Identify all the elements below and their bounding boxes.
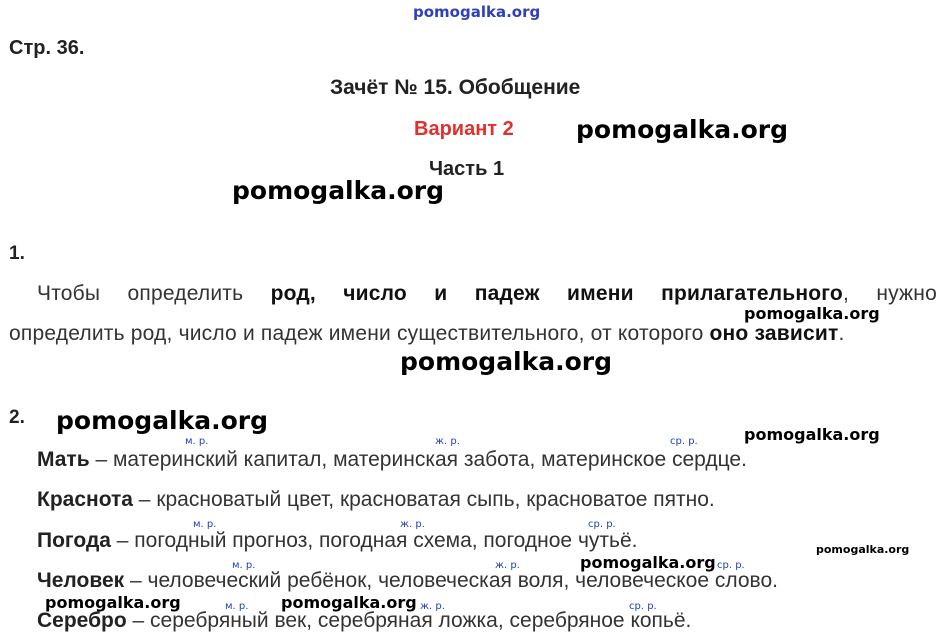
page-reference: Стр. 36. (9, 37, 85, 59)
task1-bold-word: падеж (474, 282, 540, 305)
gender-tag-masculine: м. р. (193, 519, 217, 530)
task1-bold-word: имени (567, 282, 634, 305)
gender-tag-masculine: м. р. (232, 560, 256, 571)
gender-tag-feminine: ж. р. (420, 601, 445, 612)
task-number: 2. (9, 407, 25, 428)
task1-bold-word: род, (270, 282, 316, 305)
task-number: 1. (9, 243, 25, 264)
page-title: Зачёт № 15. Обобщение (330, 76, 581, 99)
gender-tag-neuter: ср. р. (629, 601, 657, 612)
watermark: pomogalka.org (45, 593, 181, 612)
part-label: Часть 1 (429, 158, 505, 180)
task1-word: нужно (876, 282, 937, 305)
gender-tag-neuter: ср. р. (588, 519, 616, 530)
watermark: pomogalka.org (56, 406, 269, 435)
gender-tag-masculine: м. р. (225, 601, 249, 612)
task1-bold-word: число (343, 282, 407, 305)
gender-tag-feminine: ж. р. (400, 519, 425, 530)
task1-word: определить (127, 282, 244, 305)
gender-tag-neuter: ср. р. (670, 436, 698, 447)
watermark: pomogalka.org (816, 543, 910, 556)
example-row: Мать – материнский капитал, материнская забота, материнское сердце. (37, 448, 747, 471)
task1-line2: определить род, число и падеж имени существительного, от которого оно зависит. (9, 322, 845, 345)
watermark: pomogalka.org (744, 425, 880, 444)
example-row: Человек – человеческий ребёнок, человеческая воля, человеческое слово. (37, 569, 778, 592)
example-row: Краснота – красноватый цвет, красноватая сыпь, красноватое пятно. (37, 488, 715, 511)
watermark: pomogalka.org (232, 176, 445, 205)
watermark: pomogalka.org (744, 304, 880, 323)
gender-tag-masculine: м. р. (185, 436, 209, 447)
gender-tag-neuter: ср. р. (717, 560, 745, 571)
watermark: pomogalka.org (281, 593, 417, 612)
watermark-top: pomogalka.org (413, 3, 541, 21)
gender-tag-feminine: ж. р. (435, 436, 460, 447)
example-row: Погода – погодный прогноз, погодная схема, погодное чутьё. (37, 529, 638, 552)
watermark: pomogalka.org (580, 553, 716, 572)
task1-word: Чтобы (37, 282, 101, 305)
gender-tag-feminine: ж. р. (495, 560, 520, 571)
task1-bold-word: и (434, 282, 448, 305)
variant-label: Вариант 2 (414, 118, 514, 140)
watermark: pomogalka.org (576, 115, 789, 144)
example-row: Серебро – серебряный век, серебряная ложка, серебряное копьё. (37, 609, 692, 632)
task1-word: прилагательного, (661, 282, 849, 305)
task1-line1 (37, 282, 937, 306)
watermark: pomogalka.org (400, 347, 613, 376)
